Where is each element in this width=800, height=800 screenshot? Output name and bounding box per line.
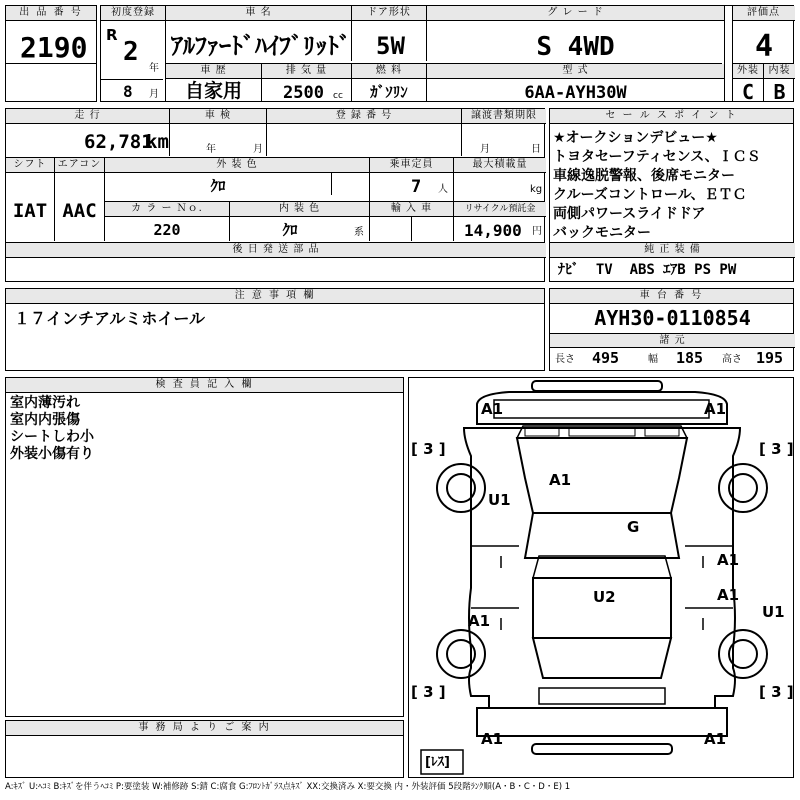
exterior-grade: C xyxy=(741,80,755,104)
capacity-unit: 人 xyxy=(438,184,448,195)
lot-number-label: 出 品 番 号 xyxy=(6,6,96,21)
car-name: ｱﾙﾌｧｰﾄﾞﾊｲﾌﾞﾘｯﾄﾞ xyxy=(171,32,351,60)
door-label: ドア形状 xyxy=(352,6,426,21)
displacement-unit: cc xyxy=(333,91,343,101)
inspector-line: 室内内張傷 xyxy=(10,412,80,428)
ext-color: ｸﾛ xyxy=(210,177,226,195)
color-no: 220 xyxy=(153,221,181,239)
mark-tire-fl: [ 3 ] xyxy=(411,440,446,458)
mark-left-rear: A1 xyxy=(468,612,491,630)
mark-front-right: A1 xyxy=(704,400,727,418)
mark-right-quarter: U1 xyxy=(762,603,785,621)
equipment: ﾅﾋﾞ TV ABS ｴｱB PS PW xyxy=(558,262,737,278)
ac-label: エアコン xyxy=(55,158,104,173)
fuel: ｶﾞｿﾘﾝ xyxy=(370,83,408,101)
sales-point: クルーズコントロール、ＥＴＣ xyxy=(553,187,747,203)
later-parts-label: 後 日 発 送 部 品 xyxy=(6,243,546,258)
load-label: 最大積載量 xyxy=(454,158,546,173)
mileage-unit: km xyxy=(146,131,169,153)
shift: IAT xyxy=(12,200,48,222)
recycle: 14,900 xyxy=(464,221,522,240)
notes-box xyxy=(5,288,545,371)
sales-point: ★オークションデビュー★ xyxy=(553,130,718,146)
grade: S 4WD xyxy=(536,32,615,62)
sales-points-box xyxy=(549,108,794,282)
ac: AAC xyxy=(62,200,97,222)
sales-point: バックモニター xyxy=(553,225,651,241)
transfer-label: 譲渡書類期限 xyxy=(462,109,546,124)
chassis-box xyxy=(549,288,794,371)
notes-label: 注 意 事 項 欄 xyxy=(6,289,544,304)
int-color: ｸﾛ xyxy=(282,221,298,239)
ext-color-label: 外 装 色 xyxy=(105,158,369,173)
office-label: 事 務 局 よ り ご 案 内 xyxy=(6,721,403,736)
reg-year: 2 xyxy=(123,37,139,67)
office-box xyxy=(5,720,404,778)
inspector-line: 外装小傷有り xyxy=(10,446,94,462)
shift-label: シフト xyxy=(6,158,54,173)
color-no-label: カ ラ ー Ｎｏ. xyxy=(105,202,229,217)
height-label: 高さ xyxy=(722,354,742,365)
mark-windshield: G xyxy=(627,518,640,536)
sales-point: 両側パワースライドドア xyxy=(553,206,706,222)
insp-year-unit: 年 xyxy=(206,144,216,155)
first-reg-label: 初度登録 xyxy=(101,6,165,21)
inspector-label: 検 査 員 記 入 欄 xyxy=(6,378,403,393)
mark-tire-fr: [ 3 ] xyxy=(759,440,794,458)
transfer-month-unit: 月 xyxy=(480,144,490,155)
height: 195 xyxy=(756,349,784,367)
mark-spare: [ﾚｽ] xyxy=(425,755,450,770)
plate-label: 登 録 番 号 xyxy=(267,109,461,124)
chassis-number: AYH30-0110854 xyxy=(594,306,751,330)
model: 6AA-AYH30W xyxy=(524,83,627,103)
int-color-label: 内 装 色 xyxy=(230,202,369,217)
mark-rear-right: A1 xyxy=(704,730,727,748)
mark-roof: U2 xyxy=(593,588,616,606)
recycle-unit: 円 xyxy=(532,226,542,237)
capacity: 7 xyxy=(411,177,422,197)
chassis-label: 車 台 番 号 xyxy=(550,289,793,304)
fuel-label: 燃 料 xyxy=(352,64,426,79)
history-label: 車 歴 xyxy=(166,64,261,79)
mark-right-rear-door: A1 xyxy=(717,586,740,604)
details-box xyxy=(5,108,545,282)
inspector-box xyxy=(5,377,404,717)
import-label: 輸 入 車 xyxy=(370,202,453,217)
door-type: 5W xyxy=(376,32,405,60)
width: 185 xyxy=(676,349,704,367)
car-outline xyxy=(409,378,795,779)
month-unit: 月 xyxy=(149,89,159,100)
transfer-day-unit: 日 xyxy=(531,144,541,155)
vehicle-header xyxy=(100,5,794,102)
inspector-line: シートしわ小 xyxy=(10,429,94,445)
displacement: 2500 xyxy=(283,83,324,103)
year-unit: 年 xyxy=(149,63,159,74)
era: R xyxy=(106,26,118,44)
notes: １７インチアルミホイール xyxy=(14,309,206,328)
reg-month: 8 xyxy=(123,82,133,101)
mark-left-front-fender: U1 xyxy=(488,491,511,509)
load-unit: kg xyxy=(530,184,543,195)
capacity-label: 乗車定員 xyxy=(370,158,453,173)
mark-right-front-door: A1 xyxy=(717,551,740,569)
mark-rear-left: A1 xyxy=(481,730,504,748)
sales-points-list xyxy=(553,131,761,245)
model-label: 型 式 xyxy=(427,64,724,79)
length-label: 長さ xyxy=(555,354,575,365)
mileage: 62,781 xyxy=(84,131,153,153)
mark-front-left: A1 xyxy=(481,400,504,418)
exterior-label: 外装 xyxy=(733,64,763,79)
specs-label: 諸 元 xyxy=(550,334,795,348)
interior-label: 内装 xyxy=(764,64,795,79)
sales-point: 車線逸脱警報、後席モニター xyxy=(553,168,735,184)
mark-tire-rl: [ 3 ] xyxy=(411,683,446,701)
sales-points-label: セ ー ル ス ポ イ ン ト xyxy=(550,109,793,124)
history: 自家用 xyxy=(184,80,242,102)
lot-number: 2190 xyxy=(20,31,88,64)
length: 495 xyxy=(592,349,620,367)
damage-diagram xyxy=(408,377,794,778)
inspector-line: 室内薄汚れ xyxy=(10,395,80,411)
score: 4 xyxy=(754,29,774,64)
sales-point: トヨタセーフティセンス、ＩＣＳ xyxy=(553,149,761,165)
displacement-label: 排 気 量 xyxy=(262,64,351,79)
width-label: 幅 xyxy=(648,354,658,365)
int-color-unit: 系 xyxy=(354,227,364,238)
recycle-label: リサイクル預託金 xyxy=(454,202,546,217)
interior-grade: B xyxy=(773,80,786,104)
inspection-label: 車 検 xyxy=(170,109,266,124)
equipment-label: 純 正 装 備 xyxy=(550,243,795,258)
score-label: 評価点 xyxy=(732,6,795,21)
insp-month-unit: 月 xyxy=(253,144,263,155)
grade-label: グ レ ー ド xyxy=(427,6,724,21)
mileage-label: 走 行 xyxy=(6,109,169,124)
mark-tire-rr: [ 3 ] xyxy=(759,683,794,701)
lot-number-box xyxy=(5,5,97,102)
mark-hood: A1 xyxy=(549,471,572,489)
car-name-label: 車 名 xyxy=(166,6,351,21)
legend: A:ｷｽﾞ U:ﾍｺﾐ B:ｷｽﾞを伴うﾍｺﾐ P:要塗装 W:補修跡 S:錆 C:腐食 G:ﾌﾛﾝﾄｶﾞﾗｽ点ｷｽﾞ XX:交換済み X:要交換 内・外装評価 5段階ﾗﾝｸ順(A・B・C・D・E) 1 xyxy=(5,782,571,792)
